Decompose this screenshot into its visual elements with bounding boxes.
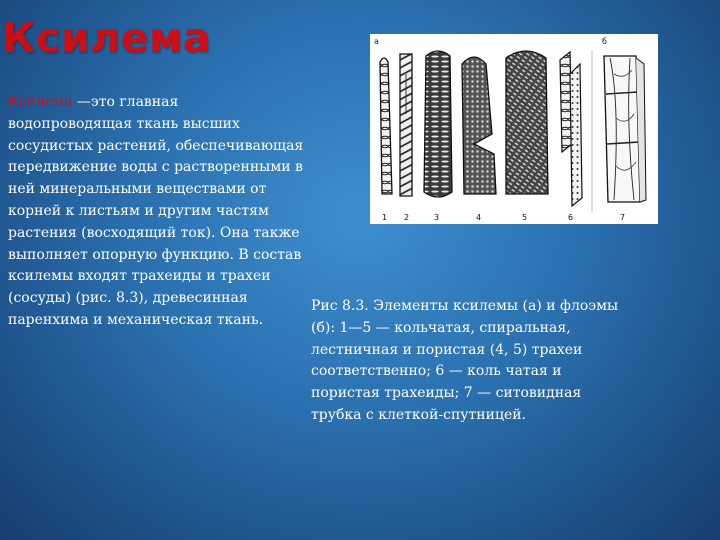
body-line: ней минеральными веществами от xyxy=(8,181,267,198)
annular-vessel xyxy=(380,58,392,194)
element-number: 3 xyxy=(434,213,440,222)
body-line-rest: —это главная xyxy=(72,94,179,110)
tracheids xyxy=(560,52,582,206)
body-line: паренхима и механическая ткань. xyxy=(8,311,264,328)
element-number: 2 xyxy=(404,213,410,222)
body-line: корней к листьям и другим частям xyxy=(8,202,269,219)
scalariform-vessel xyxy=(424,51,452,197)
slide-title: Ксилема xyxy=(2,14,212,62)
body-line: передвижение воды с растворенными в xyxy=(8,159,303,176)
caption-line: (б): 1—5 — кольчатая, спиральная, xyxy=(311,319,571,336)
spiral-vessel xyxy=(400,54,412,196)
caption-line: соответственно; 6 — коль чатая и xyxy=(311,363,562,380)
element-number: 7 xyxy=(620,213,626,222)
figure-caption xyxy=(311,296,711,427)
caption-line: пористая трахеиды; 7 — ситовидная xyxy=(311,385,582,402)
element-number: 4 xyxy=(476,213,482,222)
xylem-illustration xyxy=(370,34,658,224)
element-number: 5 xyxy=(522,213,528,222)
caption-line: Рис 8.3. Элементы ксилемы (а) и флоэмы xyxy=(311,298,619,314)
body-paragraph xyxy=(8,92,348,332)
pitted-vessel-5 xyxy=(506,51,548,194)
body-line: (сосуды) (рис. 8.3), древесинная xyxy=(8,290,248,307)
body-line: ксилемы входят трахеиды и трахеи xyxy=(8,268,271,285)
panel-label-b: б xyxy=(602,37,607,46)
sieve-tube xyxy=(604,56,646,202)
caption-line: трубка с клеткой-спутницей. xyxy=(311,406,527,423)
body-line: растения (восходящий ток). Она также xyxy=(8,224,300,241)
body-line xyxy=(8,92,348,114)
lead-term: Ксилема xyxy=(8,94,73,110)
pitted-vessel-4 xyxy=(462,57,496,194)
caption-line: лестничная и пористая (4, 5) трахеи xyxy=(311,341,583,358)
body-line: сосудистых растений, обеспечивающая xyxy=(8,137,304,154)
element-number: 6 xyxy=(568,213,574,222)
body-line: выполняет опорную функцию. В состав xyxy=(8,246,302,263)
xylem-phloem-figure xyxy=(370,34,658,224)
panel-label-a: а xyxy=(374,37,379,46)
element-number: 1 xyxy=(382,213,388,222)
body-line: водопроводящая ткань высших xyxy=(8,115,240,132)
